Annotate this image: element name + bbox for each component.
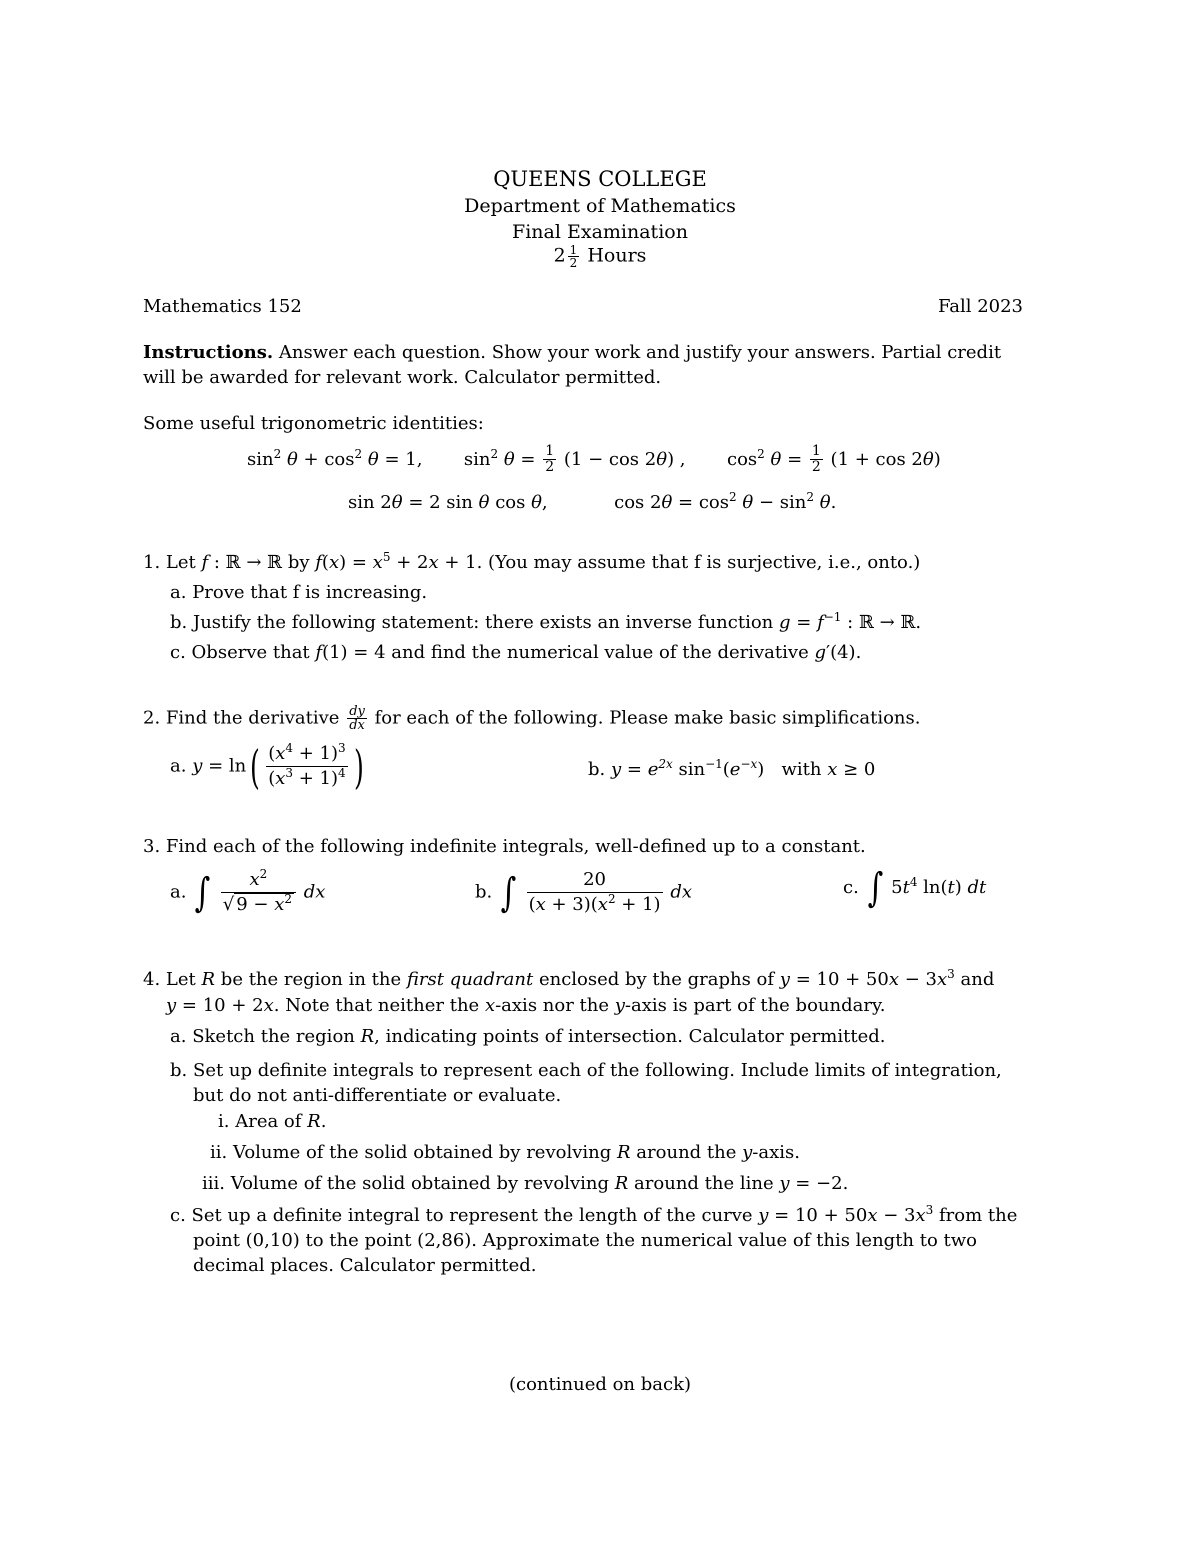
q4-line1-mid: be the region in the xyxy=(220,969,402,990)
q3-c-label: c. xyxy=(843,877,859,898)
q4-c-line2: point (0,10) to the point (2,86). Approximate the numerical value of this length to two xyxy=(193,1230,978,1251)
q4-b-line2: but do not anti-differentiate or evaluate. xyxy=(193,1085,562,1106)
course-term: Fall 2023 xyxy=(937,296,1023,317)
hours-whole: 2 xyxy=(553,244,566,267)
q1-number: 1. xyxy=(143,552,161,573)
department-name: Department of Mathematics xyxy=(464,195,736,217)
course-name: Mathematics 152 xyxy=(143,296,302,317)
q4-biii-label: iii. xyxy=(202,1173,225,1194)
question-3 xyxy=(143,834,866,859)
q2-text-pre: Find the derivative xyxy=(165,707,340,729)
q1-b-label: b. xyxy=(170,612,188,633)
q4-bi-label: i. xyxy=(218,1111,230,1132)
q4-biii-text-mid: around the line xyxy=(634,1173,774,1194)
q4-part-a: a. Sketch the region R, indicating points of intersection. Calculator permitted. xyxy=(170,1026,886,1047)
q4-line2-axis: -axis nor the xyxy=(495,995,610,1016)
question-4: 4. Let R be the region in the first quadrant enclosed by the graphs of $y = 10 + 50x - 3x^3$ and xyxy=(143,967,995,990)
instructions-line1: Answer each question. Show your work and justify your answers. Partial credit xyxy=(278,342,1002,363)
q4-part-b-iii: iii. Volume of the solid obtained by revolving R around the line y = −2. xyxy=(202,1173,849,1194)
q4-part-b-ii: ii. Volume of the solid obtained by revolving R around the y-axis. xyxy=(210,1142,800,1163)
q4-bii-text-mid: around the xyxy=(636,1142,737,1163)
q2-b-label: b. xyxy=(588,759,606,780)
continued-footer: (continued on back) xyxy=(508,1374,692,1395)
exam-title: Final Examination xyxy=(512,221,688,243)
question-2: 2. Find the derivative $\frac{dy}{dx}$ for each of the following. Please make basic simplifications. xyxy=(143,704,921,733)
q3-part-c: c. ∫ $5t^4$ ln(t) dt xyxy=(843,865,987,911)
hours-numerator: 1 xyxy=(569,243,578,257)
q1-a-text: Prove that f is increasing. xyxy=(192,582,428,603)
q2-b-cond: with xyxy=(781,759,822,780)
q4-and: and xyxy=(960,969,995,990)
q3-number: 3. xyxy=(143,836,161,857)
q4-part-b-i: i. Area of R. xyxy=(218,1111,327,1132)
identity-double-cos: $\cos 2\theta = \cos^2 \theta - \sin^2 \theta$. xyxy=(614,490,837,513)
q1-part-b: b. Justify the following statement: there exists an inverse function $g = f^{-1}$ : ℝ → ℝ. xyxy=(170,610,922,633)
hours-denominator: 2 xyxy=(569,256,578,270)
q1-c-text-pre: Observe that xyxy=(191,642,310,663)
identities-row1 xyxy=(247,444,941,475)
q1-note: (You may assume that f is surjective, i.e., onto.) xyxy=(488,552,921,573)
q2-part-b: b. $y = e^{2x}$ $\sin^{-1}(e^{-x})$ with x ≥ 0 xyxy=(588,757,876,780)
instructions-line2: will be awarded for relevant work. Calculator permitted. xyxy=(143,367,662,388)
q4-bii-text-pre: Volume of the solid obtained by revolving xyxy=(232,1142,612,1163)
q4-line2-end: -axis is part of the boundary. xyxy=(624,995,886,1016)
q1-part-a xyxy=(170,580,427,605)
question-1 xyxy=(143,550,920,575)
q4-line2: y = 10 + 2x. Note that neither the x-axis nor the y-axis is part of the boundary. xyxy=(166,995,886,1016)
q2-a-label: a. xyxy=(170,755,187,777)
identities-intro: Some useful trigonometric identities: xyxy=(143,413,484,434)
q1-c-text-mid: and find the numerical value of the derivative xyxy=(391,642,809,663)
q4-c-line1-post: from the xyxy=(938,1205,1018,1226)
q4-bii-text-end: -axis. xyxy=(752,1142,800,1163)
instructions-label: Instructions. xyxy=(143,342,274,363)
q4-bii-label: ii. xyxy=(210,1142,228,1163)
q2-number: 2. xyxy=(143,707,161,729)
q4-first-quadrant: first quadrant xyxy=(406,969,534,990)
q4-number: 4. xyxy=(143,969,161,990)
hours-word: Hours xyxy=(587,244,647,267)
q4-c-line3: decimal places. Calculator permitted. xyxy=(193,1255,537,1276)
q4-b-label: b. xyxy=(170,1060,188,1081)
q4-part-b xyxy=(170,1058,1002,1108)
college-name: QUEENS COLLEGE xyxy=(493,167,707,191)
q3-text: Find each of the following indefinite integrals, well-defined up to a constant. xyxy=(165,836,866,857)
q4-line1-post: enclosed by the graphs of xyxy=(538,969,775,990)
q3-part-b: b. ∫ $\frac{20}{(x + 3)(x^2 + 1)}$ dx xyxy=(475,869,692,916)
identity-double-sin: sin 2θ = 2 sin θ cos θ, xyxy=(348,492,548,513)
q3-part-a: a. ∫ $\frac{x^2}{√ 9 - x^2}$ dx xyxy=(170,867,326,916)
q4-c-line1-pre: Set up a definite integral to represent the length of the curve xyxy=(191,1205,753,1226)
q4-a-label: a. xyxy=(170,1026,187,1047)
q1-b-text: Justify the following statement: there exists an inverse function xyxy=(192,612,774,633)
q4-a-text-pre: Sketch the region xyxy=(192,1026,355,1047)
q1-part-c: c. Observe that f(1) = 4 and find the numerical value of the derivative g′(4). xyxy=(170,642,862,663)
q4-c-label: c. xyxy=(170,1205,186,1226)
identity-pythagorean: $\sin^2 \theta + \cos^2 \theta = 1$, xyxy=(247,446,423,470)
q4-line1-pre: Let xyxy=(165,969,196,990)
q3-b-label: b. xyxy=(475,881,493,903)
q3-a-label: a. xyxy=(170,881,187,903)
q1-c-label: c. xyxy=(170,642,186,663)
q4-biii-text-pre: Volume of the solid obtained by revolving xyxy=(230,1173,610,1194)
q2-text-post: for each of the following. Please make basic simplifications. xyxy=(374,707,921,729)
identity-sin-squared: $\sin^2 \theta$ = $\frac{1}{2}$ (1 − cos 2θ) , xyxy=(463,443,686,475)
exam-duration xyxy=(0,244,1200,269)
q1-function: Let f : ℝ → ℝ by $f(x) = x^5 + 2x + 1$. xyxy=(165,550,483,573)
identities-row2 xyxy=(348,490,836,515)
q4-part-c: c. Set up a definite integral to represent the length of the curve $y = 10 + 50x - 3x^3$ from the point (0,10) to the point (2,86). Approximate the numerical value of this length to two decimal places. Calculator permitted. xyxy=(170,1203,1018,1276)
q1-a-label: a. xyxy=(170,582,187,603)
q4-a-text-post: , indicating points of intersection. Calculator permitted. xyxy=(374,1026,886,1047)
q4-line2-post: Note that neither the xyxy=(285,995,480,1016)
q2-part-a: a. y = ln( $\frac{(x^4 + 1)^3}{(x^3 + 1)^4}$ ) xyxy=(170,739,364,794)
q4-b-line1: Set up definite integrals to represent each of the following. Include limits of integration, xyxy=(192,1060,1002,1081)
instructions xyxy=(143,340,1023,390)
q4-bi-text: Area of xyxy=(235,1111,302,1132)
identity-cos-squared: $\cos^2 \theta$ = $\frac{1}{2}$ (1 + cos 2θ) xyxy=(727,443,941,475)
